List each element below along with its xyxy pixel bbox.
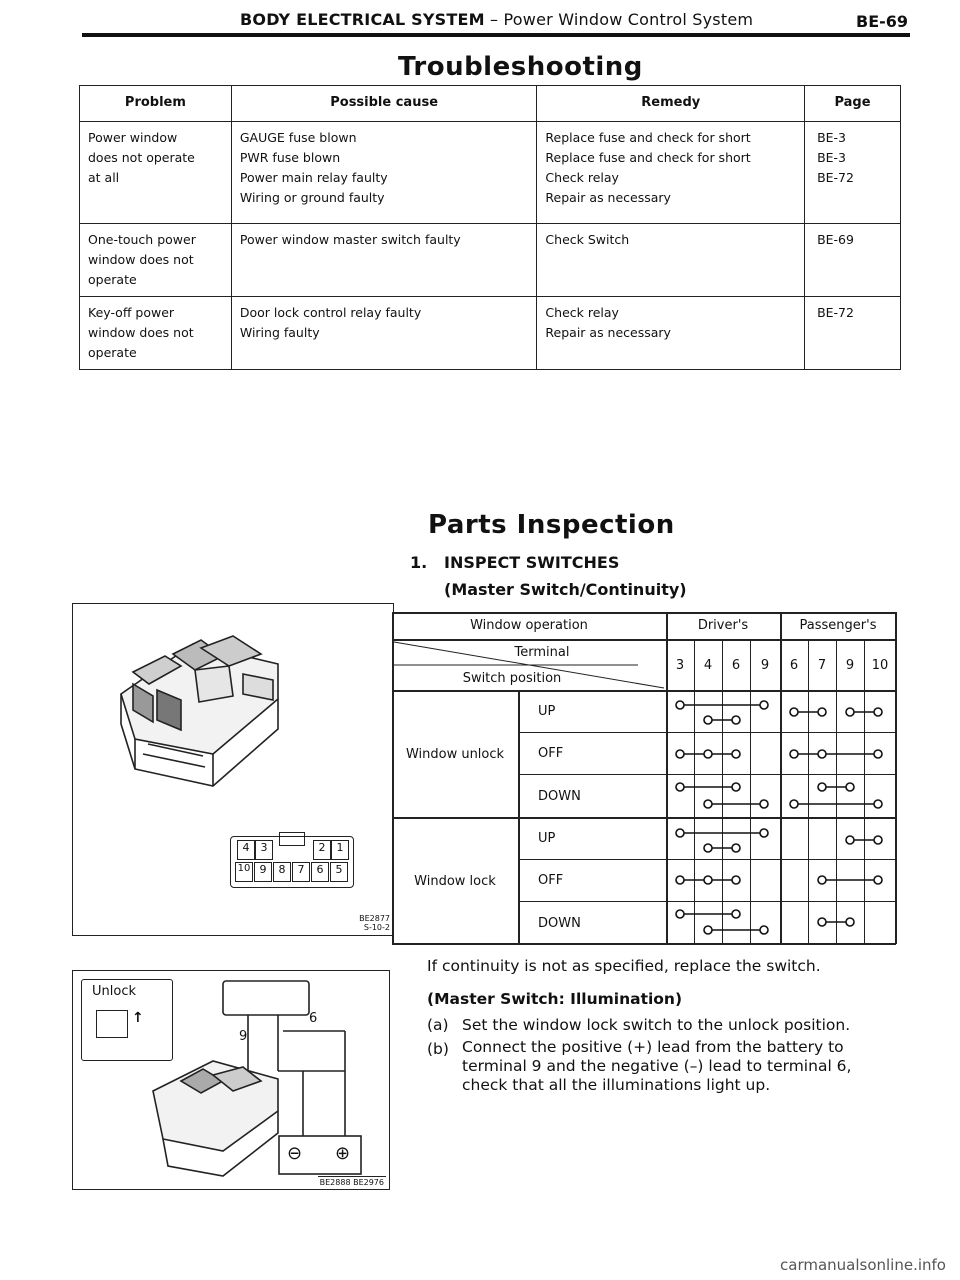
remedy-line: Replace fuse and check for short bbox=[545, 150, 751, 165]
pin-label: 6 bbox=[311, 862, 329, 882]
cause-line: PWR fuse blown bbox=[239, 150, 341, 165]
unlock-label: Unlock bbox=[92, 984, 136, 999]
passenger-terminal: 6 bbox=[789, 657, 799, 673]
step-b-line: check that all the illuminations light up. bbox=[462, 1076, 771, 1094]
figure-code-line: S-10-2 bbox=[363, 923, 390, 932]
terminal-6-label: 6 bbox=[309, 1011, 318, 1026]
cause-line: Wiring or ground faulty bbox=[239, 190, 385, 205]
section-subtitle: Power Window Control System bbox=[503, 10, 754, 29]
cause-cell bbox=[231, 224, 537, 297]
page-number: BE-69 bbox=[856, 12, 909, 31]
connector-top-row bbox=[233, 840, 351, 860]
continuity-table bbox=[392, 612, 896, 944]
battery-positive-icon: ⊕ bbox=[335, 1143, 351, 1164]
driver-terminal: 9 bbox=[760, 657, 770, 673]
step-b-line: terminal 9 and the negative (–) lead to terminal 6, bbox=[462, 1057, 852, 1075]
section-title: BODY ELECTRICAL SYSTEM bbox=[240, 10, 485, 29]
cause-line: Power window master switch faulty bbox=[239, 232, 461, 247]
page-ref: BE-3 bbox=[817, 150, 846, 165]
problem-line: window does not bbox=[88, 325, 194, 340]
parts-inspection-title: Parts Inspection bbox=[428, 510, 675, 540]
table-row bbox=[80, 224, 901, 297]
step-a-text: Set the window lock switch to the unlock position. bbox=[462, 1016, 851, 1034]
step-number: 1. bbox=[410, 553, 428, 572]
driver-terminal: 4 bbox=[703, 657, 713, 673]
page-cell bbox=[805, 122, 901, 224]
drivers-header: Driver's bbox=[697, 618, 749, 633]
pin-label: 4 bbox=[237, 840, 255, 860]
group-window-lock: Window lock bbox=[414, 873, 496, 889]
cause-line: Wiring faulty bbox=[239, 325, 320, 340]
terminal-header: Terminal bbox=[514, 644, 570, 660]
problem-line: window does not bbox=[88, 252, 194, 267]
connector-bottom-row bbox=[233, 862, 351, 882]
master-switch-figure bbox=[72, 603, 394, 936]
figure-code bbox=[359, 914, 390, 932]
position-off: OFF bbox=[538, 746, 564, 761]
table-row bbox=[80, 122, 901, 224]
terminal-9-label: 9 bbox=[239, 1029, 248, 1044]
pin-label: 3 bbox=[255, 840, 273, 860]
cause-line: Door lock control relay faulty bbox=[239, 305, 422, 320]
page-ref: BE-3 bbox=[817, 130, 846, 145]
table-header-row bbox=[80, 86, 901, 122]
col-header-page: Page bbox=[805, 86, 901, 122]
driver-terminal: 6 bbox=[731, 657, 741, 673]
problem-cell bbox=[80, 224, 232, 297]
passenger-terminal: 9 bbox=[845, 657, 855, 673]
col-header-remedy: Remedy bbox=[537, 86, 805, 122]
position-off: OFF bbox=[538, 873, 564, 888]
passengers-header: Passenger's bbox=[799, 618, 877, 633]
problem-line: One-touch power bbox=[88, 232, 196, 247]
position-down: DOWN bbox=[538, 788, 581, 804]
problem-line: operate bbox=[88, 272, 137, 287]
page-cell bbox=[805, 297, 901, 370]
remedy-cell bbox=[537, 224, 805, 297]
step-subtitle: (Master Switch/Continuity) bbox=[444, 580, 687, 599]
problem-line: does not operate bbox=[88, 150, 195, 165]
page-ref: BE-72 bbox=[817, 170, 854, 185]
remedy-line: Check Switch bbox=[545, 232, 630, 247]
troubleshooting-title: Troubleshooting bbox=[398, 52, 643, 82]
illumination-figure bbox=[72, 970, 390, 1190]
pin-label: 10 bbox=[235, 862, 253, 882]
battery-negative-icon: ⊖ bbox=[287, 1143, 303, 1164]
arrow-up-icon: ↑ bbox=[132, 1010, 144, 1026]
page-ref: BE-69 bbox=[817, 232, 854, 247]
header-rule bbox=[82, 33, 910, 37]
col-header-cause: Possible cause bbox=[231, 86, 537, 122]
problem-cell bbox=[80, 122, 232, 224]
pin-label: 5 bbox=[330, 862, 348, 882]
position-down: DOWN bbox=[538, 915, 581, 931]
problem-line: at all bbox=[88, 170, 120, 185]
header-separator: – bbox=[484, 10, 504, 29]
illumination-heading: (Master Switch: Illumination) bbox=[427, 990, 683, 1008]
pin-label: 9 bbox=[254, 862, 272, 882]
remedy-cell bbox=[537, 297, 805, 370]
remedy-line: Check relay bbox=[545, 170, 619, 185]
remedy-line: Repair as necessary bbox=[545, 325, 671, 340]
pin-label: 1 bbox=[331, 840, 349, 860]
step-b-line: Connect the positive (+) lead from the battery to bbox=[462, 1038, 844, 1056]
page-cell bbox=[805, 224, 901, 297]
pin-label: 2 bbox=[313, 840, 331, 860]
connector-key bbox=[279, 832, 305, 846]
troubleshooting-table bbox=[79, 85, 901, 370]
step-title: INSPECT SWITCHES bbox=[444, 553, 620, 572]
switch-position-header: Switch position bbox=[462, 670, 562, 686]
problem-line: operate bbox=[88, 345, 137, 360]
passenger-terminal: 10 bbox=[871, 657, 889, 673]
replace-note: If continuity is not as specified, replace the switch. bbox=[427, 957, 821, 975]
position-up: UP bbox=[538, 831, 556, 846]
remedy-line: Repair as necessary bbox=[545, 190, 671, 205]
problem-line: Power window bbox=[88, 130, 178, 145]
figure-code: BE2888 BE2976 bbox=[319, 1178, 384, 1187]
pin-label: 8 bbox=[273, 862, 291, 882]
step-b-text bbox=[462, 1038, 851, 1095]
window-operation-header: Window operation bbox=[470, 618, 588, 633]
step-a-label: (a) bbox=[427, 1016, 449, 1034]
step-b-label: (b) bbox=[427, 1040, 449, 1058]
cause-line: GAUGE fuse blown bbox=[239, 130, 357, 145]
position-up: UP bbox=[538, 704, 556, 719]
remedy-cell bbox=[537, 122, 805, 224]
continuity-marks bbox=[392, 612, 896, 944]
watermark: carmanualsonline.info bbox=[780, 1256, 946, 1274]
pin-label: 7 bbox=[292, 862, 310, 882]
problem-cell bbox=[80, 297, 232, 370]
figure-code-line: BE2877 bbox=[359, 914, 390, 923]
group-window-unlock: Window unlock bbox=[405, 746, 505, 762]
problem-line: Key-off power bbox=[88, 305, 175, 320]
col-header-problem: Problem bbox=[80, 86, 232, 122]
passenger-terminal: 7 bbox=[817, 657, 827, 673]
remedy-line: Check relay bbox=[545, 305, 619, 320]
remedy-line: Replace fuse and check for short bbox=[545, 130, 751, 145]
table-row bbox=[80, 297, 901, 370]
running-header bbox=[240, 10, 753, 29]
page-ref: BE-72 bbox=[817, 305, 854, 320]
cause-line: Power main relay faulty bbox=[239, 170, 388, 185]
cause-cell bbox=[231, 122, 537, 224]
driver-terminal: 3 bbox=[675, 657, 685, 673]
cause-cell bbox=[231, 297, 537, 370]
